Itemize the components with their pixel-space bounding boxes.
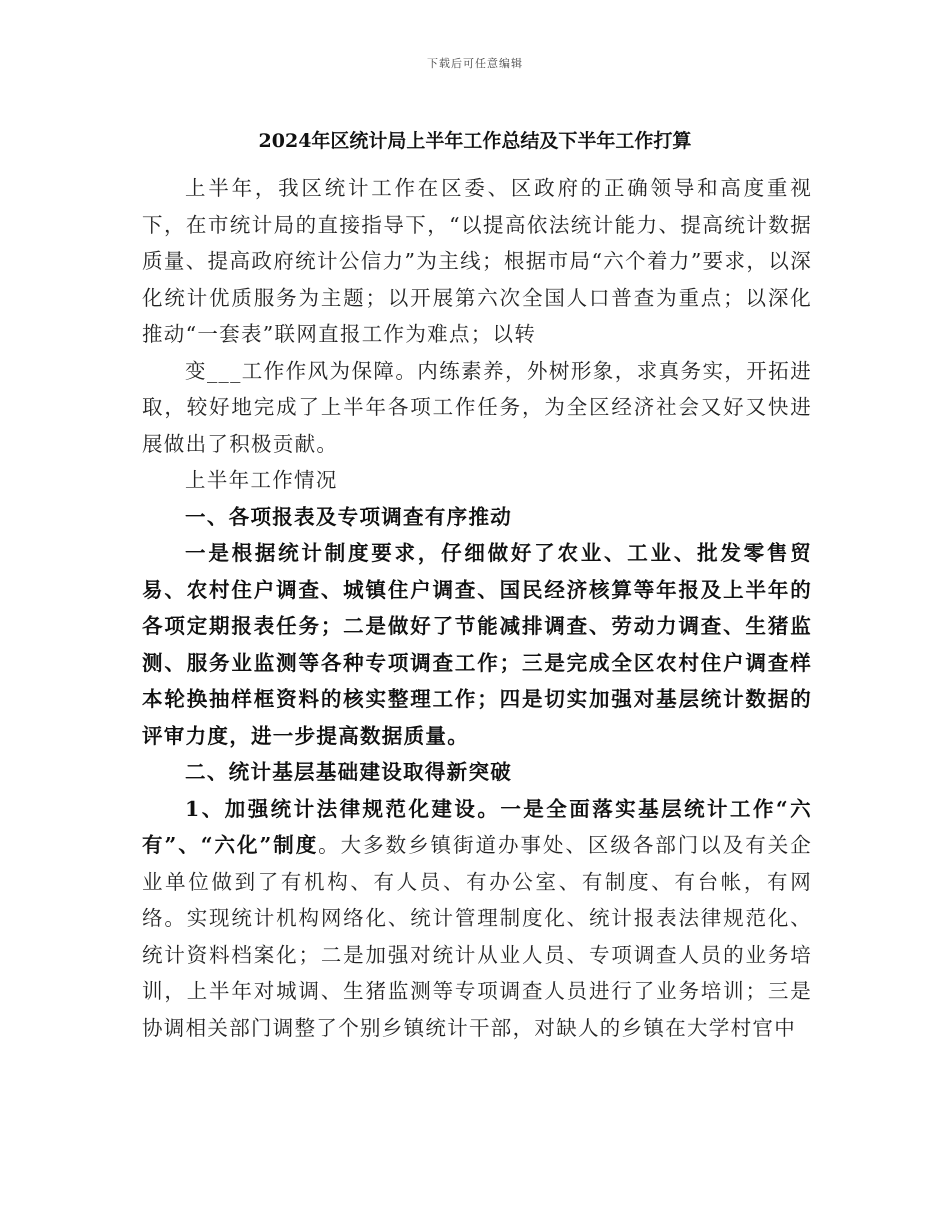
heading-1: 一、各项报表及专项调查有序推动 xyxy=(185,504,513,529)
document-body xyxy=(142,170,812,1046)
section-label: 上半年工作情况 xyxy=(185,468,338,492)
paragraph-2-body: 。大多数乡镇街道办事处、区级各部门以及有关企业单位做到了有机构、有人员、有办公室、有制度、有台帐，有网络。实现统计机构网络化、统计管理制度化、统计报表法律规范化、统计资料档案化；二是加强对统计从业人员、专项调查人员的业务培训，上半年对城调、生猪监测等专项调查人员进行了业务培训；三是协调相关部门调整了个别乡镇统计干部，对缺人的乡镇在大学村官中 xyxy=(142,833,812,1040)
paragraph-1: 一是根据统计制度要求，仔细做好了农业、工业、批发零售贸易、农村住户调查、城镇住户调查、国民经济核算等年报及上半年的各项定期报表任务；二是做好了节能减排调查、劳动力调查、生猪监测、服务业监测等各种专项调查工作；三是完成全区农村住户调查样本轮换抽样框资料的核实整理工作；四是切实加强对基层统计数据的评审力度，进一步提高数据质量。 xyxy=(142,541,812,748)
intro-paragraph-1: 上半年，我区统计工作在区委、区政府的正确领导和高度重视下，在市统计局的直接指导下，“以提高依法统计能力、提高统计数据质量、提高政府统计公信力”为主线；根据市局“六个着力”要求，以深化统计优质服务为主题；以开展第六次全国人口普查为重点；以深化推动“一套表”联网直报工作为难点；以转 xyxy=(142,176,812,346)
paragraph-2-bold-lead: 1、加强统计法律规范化建设。一是全面落实基层统计工作“六有”、“六化”制度 xyxy=(142,796,812,857)
intro-paragraph-2: 变___工作作风为保障。内练素养，外树形象，求真务实，开拓进取，较好地完成了上半年各项工作任务，为全区经济社会又好又快进展做出了积极贡献。 xyxy=(142,358,812,456)
paragraph-2 xyxy=(142,791,812,1047)
heading-2: 二、统计基层基础建设取得新突破 xyxy=(185,760,513,784)
page-header-note: 下载后可任意编辑 xyxy=(427,57,523,70)
document-title: 2024年区统计局上半年工作总结及下半年工作打算 xyxy=(258,130,692,152)
